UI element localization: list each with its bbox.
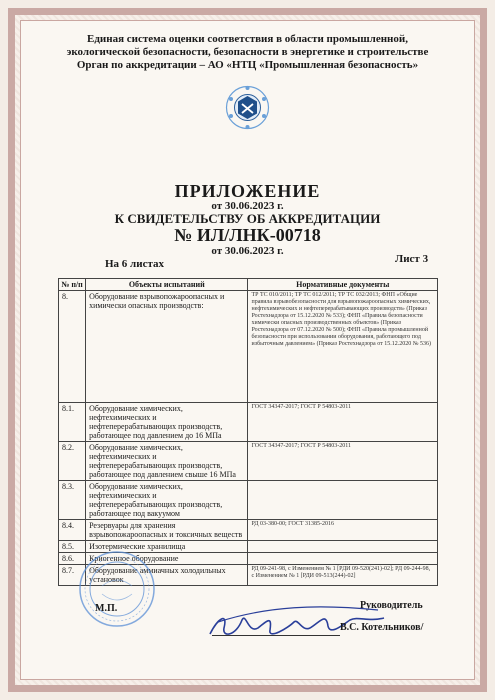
row-norms: ТР ТС 010/2011; ТР ТС 012/2011; ТР ТС 032/2013; ФНП «Общие правила взрывобезопасности для взрывопожароопасных химических, нефтехимических и нефтеперерабатывающих производств» (Приказ Ростехнадзора от 15.12.2020 № 533); ФНП «Правила безопасности химически опасных производственных объектов» (Приказ Ростехнадзора от 07.12.2020 № 500); ФНП «Правила промышленной безопасности при использовании оборудования, работающего под избыточным давлением» (Приказ Ростехнадзора от 15.12.2020 № 536): [248, 291, 438, 403]
header-line-1: Единая система оценки соответствия в области промышленной,: [87, 33, 408, 45]
appendix-title: ПРИЛОЖЕНИЕ: [174, 181, 321, 201]
row-norms: [248, 481, 438, 520]
certificate-label: К СВИДЕТЕЛЬСТВУ ОБ АККРЕДИТАЦИИ: [114, 211, 381, 226]
organization-logo: [225, 85, 270, 130]
row-object: Резервуары для хранения взрывопожароопасных и токсичных веществ: [86, 520, 248, 541]
row-object: Изотермические хранилища: [86, 541, 248, 553]
row-num: 8.3.: [59, 481, 86, 520]
sheet-count: На 6 листах: [105, 258, 164, 270]
row-norms: РД 03-380-00; ГОСТ 31385-2016: [248, 520, 438, 541]
header-line-3: Орган по аккредитации – АО «НТЦ «Промышленная безопасность»: [76, 59, 419, 71]
head-title: Руководитель: [360, 600, 423, 611]
table-row: [59, 442, 438, 481]
accreditation-table: [58, 278, 438, 586]
header-objects: Объекты испытаний: [86, 279, 248, 291]
table-header-row: [59, 279, 438, 291]
row-num: 8.5.: [59, 541, 86, 553]
sheet-number: Лист 3: [395, 253, 429, 265]
row-num: 8.: [59, 291, 86, 403]
row-norms: ГОСТ 34347-2017; ГОСТ Р 54803-2011: [248, 403, 438, 442]
seal-place-label: М.П.: [95, 603, 118, 614]
table-row: [59, 481, 438, 520]
table-row: [59, 520, 438, 541]
row-norms: [248, 541, 438, 553]
head-name: В.С. Котельников/: [340, 622, 424, 633]
row-num: 8.1.: [59, 403, 86, 442]
row-num: 8.6.: [59, 553, 86, 565]
row-object: Оборудование химических, нефтехимических и нефтеперерабатывающих производств, работающее под давлением до 16 МПа: [86, 403, 248, 442]
row-norms: [248, 553, 438, 565]
certificate-number: № ИЛ/ЛНК-00718: [174, 225, 321, 245]
header-line-2: экологической безопасности, безопасности в энергетике и строительстве: [66, 46, 429, 58]
table-row: [59, 403, 438, 442]
header: [40, 33, 455, 72]
header-num: № п/п: [59, 279, 86, 291]
header-norms: Нормативные документы: [248, 279, 438, 291]
appendix-date: от 30.06.2023 г.: [211, 200, 284, 212]
row-num: 8.2.: [59, 442, 86, 481]
row-norms: РД 09-241-98, с Изменением № 1 [РДИ 09-520(241)-02]; РД 09-244-98, с Изменением № 1 [РДИ 09-513(244)-02]: [248, 565, 438, 586]
certificate-date: от 30.06.2023 г.: [211, 245, 284, 257]
row-object: Оборудование химических, нефтехимических и нефтеперерабатывающих производств, работающее под вакуумом: [86, 481, 248, 520]
row-num: 8.7.: [59, 565, 86, 586]
row-num: 8.4.: [59, 520, 86, 541]
row-norms: ГОСТ 34347-2017; ГОСТ Р 54803-2011: [248, 442, 438, 481]
row-object: Оборудование аммиачных холодильных установок: [86, 565, 248, 586]
table-row: [59, 291, 438, 403]
row-object: Оборудование взрывопожароопасных и химически опасных производств:: [86, 291, 248, 403]
official-stamp: [78, 550, 156, 628]
row-object: Криогенное оборудование: [86, 553, 248, 565]
row-object: Оборудование химических, нефтехимических и нефтеперерабатывающих производств, работающее под давлением свыше 16 МПа: [86, 442, 248, 481]
